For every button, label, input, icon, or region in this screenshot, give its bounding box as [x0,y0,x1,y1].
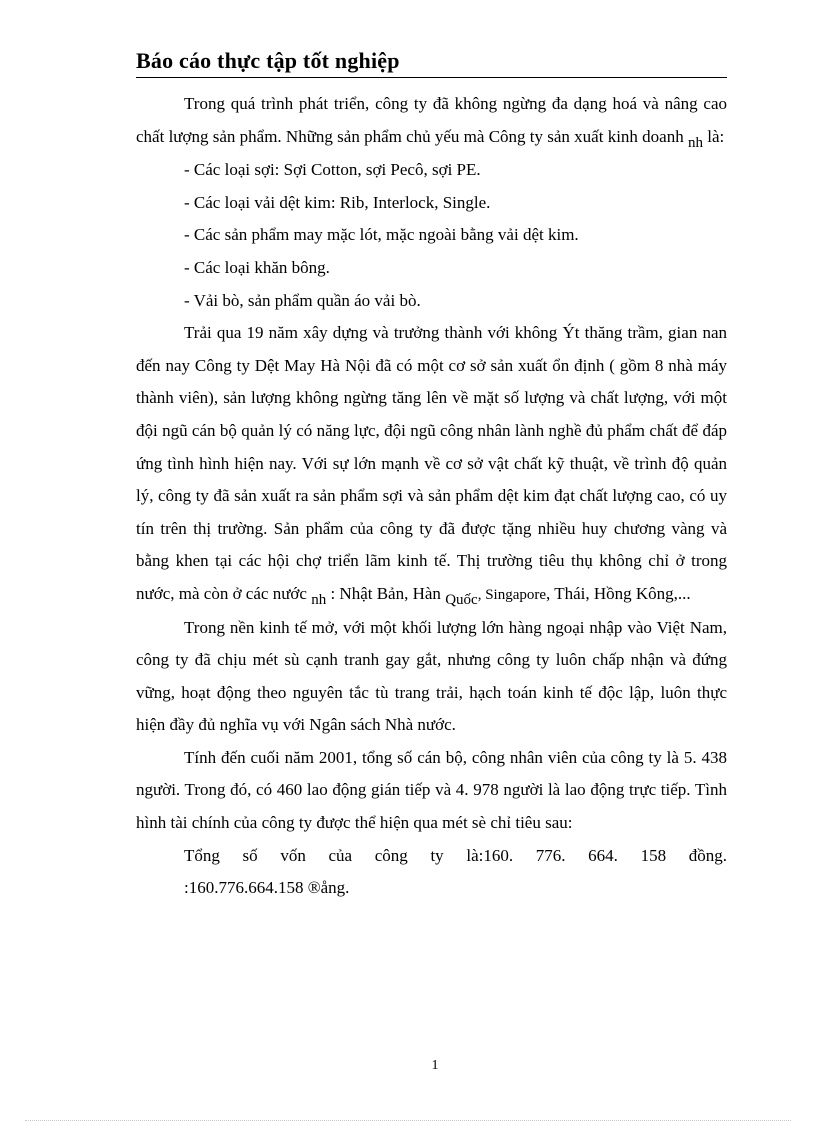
history-text-2: : Nhật Bản, Hàn [326,583,446,603]
list-item: - Các loại khăn bông. [184,257,330,277]
document-body [136,88,727,905]
history-text-4: , Thái, Hồng Kông,... [546,583,691,603]
page-number: 1 [431,1058,439,1073]
intro-text-end: là: [702,126,725,146]
page-header-title: Báo cáo thực tập tốt nghiệp [136,48,400,73]
paragraph-capital: Tổng số vốn của công ty là:160. 776. 664. 158 đồng. [184,845,727,865]
paragraph-intro [136,88,727,154]
history-subscript-2: Quốc [445,591,478,608]
paragraph-history [136,317,727,611]
page-bottom-border [25,1120,791,1121]
paragraph-competition: Trong nền kinh tế mở, với một khối lượng lớn hàng ngoại nhập vào Việt Nam, công ty đã chịu mét sù cạnh tranh gay gắt, nhưng công ty luôn chấp nhận và đứng vững, hoạt động theo nguyên tắc tù trang trải, hạch toán kinh tế độc lập, luôn thực hiện đầy đủ nghĩa vụ với Ngân sách Nhà nước. [136,617,727,735]
list-item: - Các loại sợi: Sợi Cotton, sợi Pecô, sợi PE. [184,160,481,180]
history-text: Trải qua 19 năm xây dựng và trưởng thành với không Ýt thăng trầm, gian nan đến nay Công ty Dệt May Hà Nội đã có một cơ sở sản xuất ổn định ( gồm 8 nhà máy thành viên), sản lượng không ngừng tăng lên về mặt số lượng và chất lượng, với một đội ngũ cán bộ quản lý có năng lực, đội ngũ công nhân lành nghề đủ phẩm chất để đáp ứng tình hình hiện nay. Với sự lớn mạnh về cơ sở vật chất kỹ thuật, về trình độ quản lý, công ty đã sản xuất ra sản phẩm sợi và sản phẩm dệt kim đạt chất lượng cao, có uy tín trên thị trường. Sản phẩm của công ty đã được tặng nhiều huy chương vàng và bằng khen tại các hội chợ triển lãm kinh tế. Thị trường tiêu thụ không chỉ ở trong nước, mà còn ở các nước [136,323,727,603]
list-item: - Vải bò, sản phẩm quần áo vải bò. [184,290,421,310]
history-text-3: , Singapore [477,586,547,603]
header-divider [136,77,727,78]
history-subscript-1: nh [311,591,327,608]
list-item: - Các sản phẩm may mặc lót, mặc ngoài bằng vải dệt kim. [184,225,579,245]
intro-subscript: nh [687,134,703,151]
paragraph-staff: Tính đến cuối năm 2001, tổng số cán bộ, công nhân viên của công ty là 5. 438 người. Trong đó, có 460 lao động gián tiếp và 4. 978 người là lao động trực tiếp. Tình hình tài chính của công ty được thể hiện qua mét sè chỉ tiêu sau: [136,747,727,833]
intro-text: Trong quá trình phát triển, công ty đã không ngừng đa dạng hoá và nâng cao chất lượng sản phẩm. Những sản phẩm chủ yếu mà Công ty sản xuất kinh doanh [136,94,727,146]
list-item: - Các loại vải dệt kim: Rib, Interlock, Single. [184,192,491,212]
paragraph-capital-line2: :160.776.664.158 ®ång. [184,878,350,898]
